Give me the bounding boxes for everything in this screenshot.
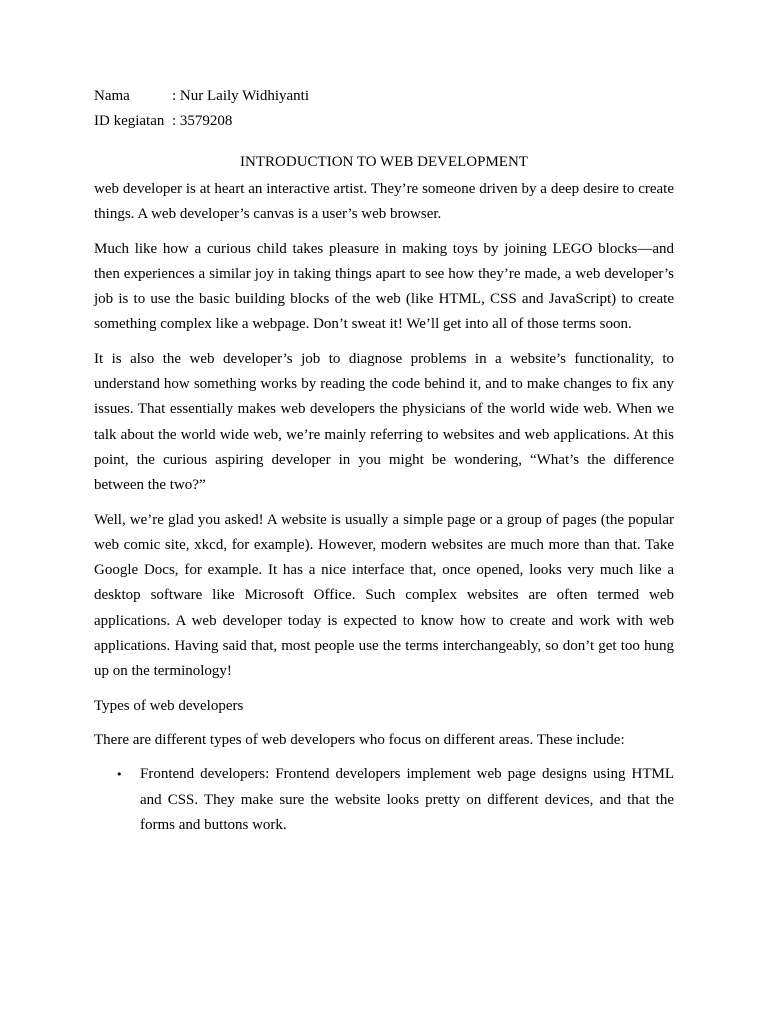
list-item: [94, 762, 674, 838]
developer-types-list: [94, 762, 674, 838]
section-heading-types: Types of web developers: [94, 697, 244, 714]
document-page: [94, 84, 674, 838]
name-row: [94, 84, 674, 109]
paragraph-types-intro: There are different types of web developers who focus on different areas. These include:: [94, 731, 625, 748]
activity-id-label: ID kegiatan: [94, 113, 165, 129]
document-title: INTRODUCTION TO WEB DEVELOPMENT: [240, 154, 528, 170]
name-label: Nama: [94, 88, 130, 104]
paragraph-website-vs-app: Well, we’re glad you asked! A website is usually a simple page or a group of pages (the popular web comic site, xkcd, for example). However, modern websites are much more than that. Take Google Docs, for example. It has a nice interface that, once opened, looks very much like a desktop software like Microsoft Office. Such complex websites are often termed web applications. A web developer today is expected to know how to create and work with web applications. Having said that, most people use the terms interchangeably, so don’t get too hung up on the terminology!: [94, 511, 674, 680]
paragraph-intro: web developer is at heart an interactive artist. They’re someone driven by a deep desire to create things. A web developer’s canvas is a user’s web browser.: [94, 181, 674, 223]
activity-id-row: [94, 109, 674, 134]
bullet-icon: •: [116, 768, 123, 782]
list-item-text: Frontend developers: Frontend developers implement web page designs using HTML and CSS. They make sure the website looks pretty on different devices, and that the forms and buttons work.: [140, 766, 674, 833]
activity-id-value: : 3579208: [172, 113, 233, 129]
paragraph-lego-analogy: Much like how a curious child takes pleasure in making toys by joining LEGO blocks—and then experiences a similar joy in taking things apart to see how they’re made, a web developer’s job is to use the basic building blocks of the web (like HTML, CSS and JavaScript) to create something complex like a webpage. Don’t sweat it! We’ll get into all of those terms soon.: [94, 240, 674, 333]
paragraph-diagnose: It is also the web developer’s job to diagnose problems in a website’s functionality, to understand how something works by reading the code behind it, and to make changes to fix any issues. That essentially makes web developers the physicians of the world wide web. When we talk about the world wide web, we’re mainly referring to websites and web applications. At this point, the curious aspiring developer in you might be wondering, “What’s the difference between the two?”: [94, 350, 674, 494]
name-value: : Nur Laily Widhiyanti: [172, 88, 310, 104]
